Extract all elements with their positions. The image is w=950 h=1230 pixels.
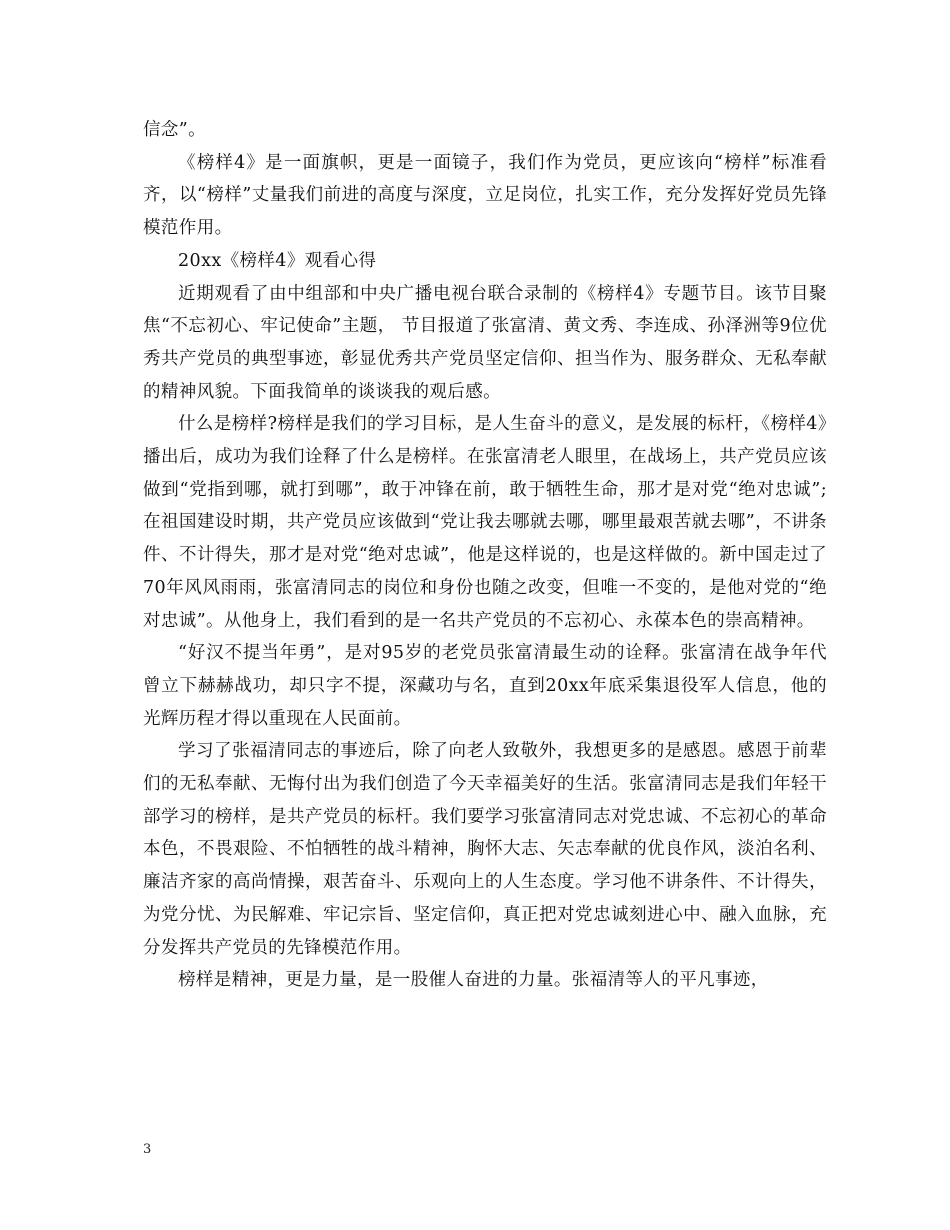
paragraph-hero-modesty: “好汉不提当年勇”，是对95岁的老党员张富清最生动的诠释。张富清在战争年代曾立下赫赫战功，却只字不提，深藏功与名，直到20xx年底采集退役军人信息，他的光辉历程才得以重现在人民面前。 (143, 643, 827, 729)
section-heading: 20xx《榜样4》观看心得 (178, 250, 377, 271)
paragraph-gratitude: 学习了张福清同志的事迹后，除了向老人致敬外，我想更多的是感恩。感恩于前辈们的无私奉献、无悔付出为我们创造了今天幸福美好的生活。张富清同志是我们年轻干部学习的榜样，是共产党员的标杆。我们要学习张富清同志对党忠诚、不忘初心的革命本色，不畏艰险、不怕牺牲的战斗精神，胸怀大志、矢志奉献的优良作风，淡泊名利、廉洁齐家的高尚情操，艰苦奋斗、乐观向上的人生态度。学习他不讲条件、不计得失，为党分忧、为民解难、牢记宗旨、坚定信仰，真正把对党忠诚刻进心中、融入血脉，充分发挥共产党员的先锋模范作用。 (143, 741, 827, 958)
page-number: 3 (143, 1142, 152, 1157)
paragraph-continuation: 信念”。 (143, 120, 207, 140)
document-body (143, 114, 827, 997)
paragraph-intro: 近期观看了由中组部和中央广播电视台联合录制的《榜样4》专题节目。该节目聚焦“不忘初心、牢记使命”主题， 节目报道了张富清、黄文秀、李连成、孙泽洲等9位优秀共产党员的典型事迹，彰显优秀共产党员坚定信仰、担当作为、服务群众、无私奉献的精神风貌。下面我简单的谈谈我的观后感。 (143, 283, 827, 402)
paragraph-banner-mirror: 《榜样4》是一面旗帜，更是一面镜子，我们作为党员，更应该向“榜样”标准看齐，以“榜样”丈量我们前进的高度与深度，立足岗位，扎实工作，充分发挥好党员先锋模范作用。 (143, 152, 827, 239)
paragraph-what-is-role-model: 什么是榜样?榜样是我们的学习目标，是人生奋斗的意义，是发展的标杆，《榜样4》播出后，成功为我们诠释了什么是榜样。在张富清老人眼里，在战场上，共产党员应该做到“党指到哪，就打到哪”，敢于冲锋在前，敢于牺牲生命，那才是对党“绝对忠诚”;在祖国建设时期，共产党员应该做到“党让我去哪就去哪，哪里最艰苦就去哪”，不讲条件、不计得失，那才是对党“绝对忠诚”，他是这样说的，也是这样做的。新中国走过了70年风风雨雨，张富清同志的岗位和身份也随之改变，但唯一不变的，是他对党的“绝对忠诚”。从他身上，我们看到的是一名共产党员的不忘初心、永葆本色的崇高精神。 (143, 414, 827, 631)
paragraph-spirit-power: 榜样是精神，更是力量，是一股催人奋进的力量。张福清等人的平凡事迹， (178, 970, 769, 991)
